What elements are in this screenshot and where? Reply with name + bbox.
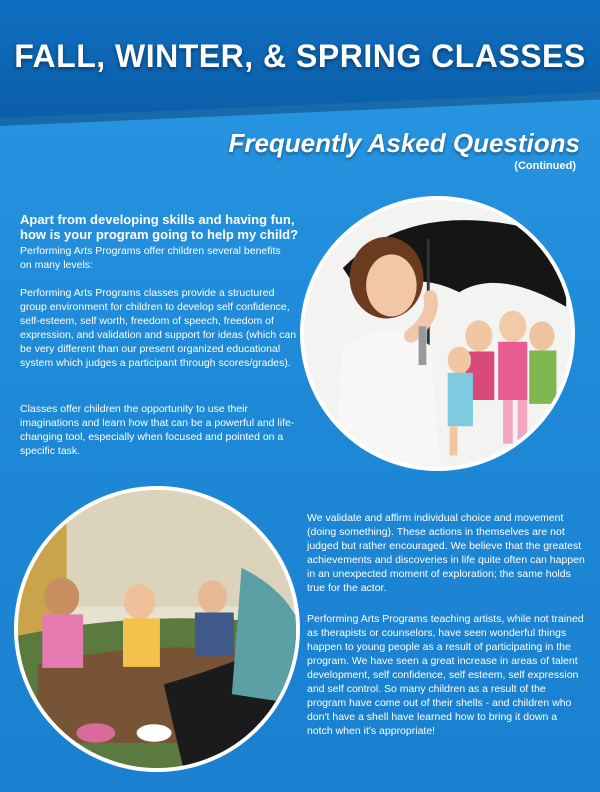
faq-paragraph: We validate and affirm individual choice and movement (doing something). These actions in themselves are not judged but rather encouraged. We believe that the greatest achievements and discoveries in life quite often can happen in an unexpected moment of exploration; the same holds true for the actor. — [307, 512, 585, 594]
faq-paragraph: Performing Arts Programs teaching artists, while not trained as therapists or counselors, have seen wonderful things happen to young people as a result of participating in the program. We have seen a great increase in areas of talent development, self confidence, self esteem, self expression and self control. So many children as a result of the program have come out of their shells - and children who don't have a shell have learned how to bring it down a notch when it's appropriate! — [307, 613, 584, 737]
section-title: Frequently Asked Questions — [228, 128, 580, 158]
faq-paragraph: Classes offer children the opportunity to use their imaginations and learn how that can be a powerful and life-changing tool, especially when focused and pointed on a specific task. — [20, 403, 295, 457]
faq-paragraph: Performing Arts Programs offer children several benefits on many levels: — [20, 245, 281, 271]
continued-note: (Continued) — [514, 160, 576, 172]
faq-question: Apart from developing skills and having fun, how is your program going to help my child? — [20, 212, 299, 242]
stretching-class-photo — [14, 486, 300, 772]
faq-paragraph: Performing Arts Programs classes provide a structured group environment for children to develop self confidence, self-esteem, self worth, freedom of speech, freedom of expression, and validation and support for ideas (which can be very different than our present organized educational system which judges a participant through scores/grades). — [20, 287, 297, 369]
stretching-class-illustration — [18, 490, 296, 768]
umbrella-children-illustration — [304, 200, 571, 467]
page-title: FALL, WINTER, & SPRING CLASSES — [14, 38, 586, 74]
umbrella-children-photo — [300, 196, 575, 471]
